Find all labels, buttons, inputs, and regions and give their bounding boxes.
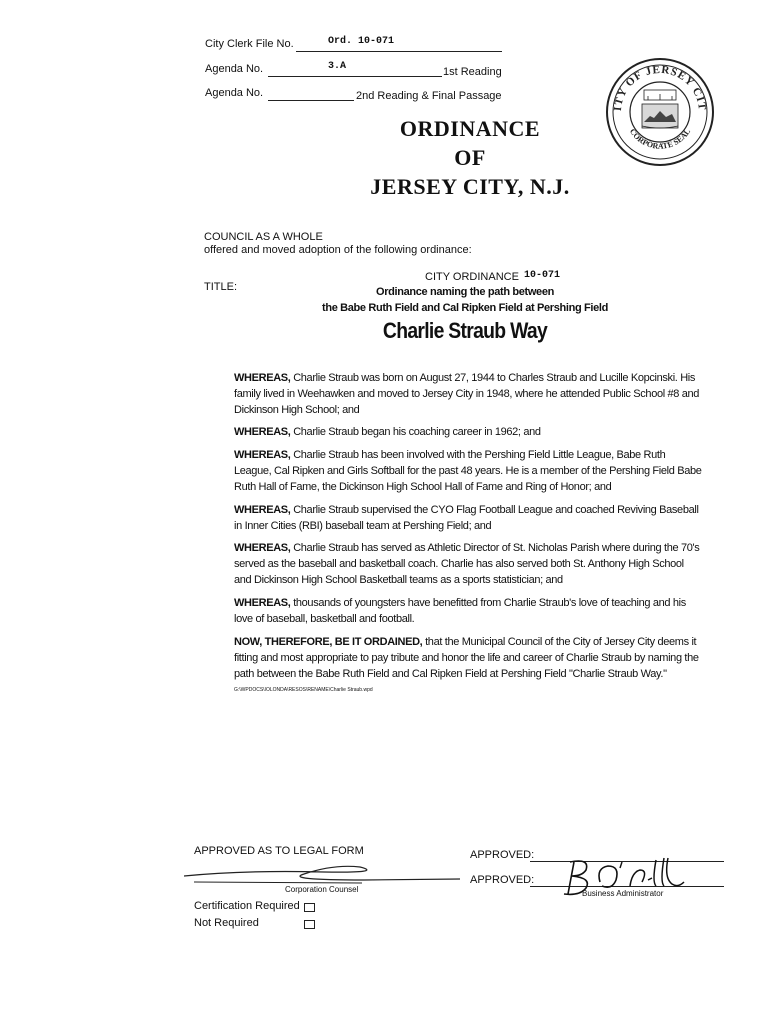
first-reading-label: 1st Reading bbox=[443, 66, 502, 78]
paragraph-text: Charlie Straub has been involved with the Pershing Field Little League, Babe Ruth League, Cal Ripken and Girls Softball for the past 48 years. He is a member of the Pershing Field Babe Ruth Hall of Fame, the Dickinson High School Hall of Fame and Ring of Honor; and bbox=[234, 449, 702, 493]
approved-label-1: APPROVED: bbox=[470, 849, 535, 861]
whereas-paragraph-2 bbox=[234, 424, 702, 440]
agenda-no-2-underline bbox=[268, 100, 354, 101]
paragraph-lead: WHEREAS, bbox=[234, 597, 291, 609]
ordinance-number-value: 10-071 bbox=[524, 270, 561, 281]
ordained-paragraph bbox=[234, 634, 702, 682]
offered-moved-text: offered and moved adoption of the following ordinance: bbox=[204, 244, 472, 256]
file-path: G:\WPDOCS\IOLONDA\RESOS\RENAME\Charlie Straub.wpd bbox=[234, 687, 373, 693]
corporate-seal bbox=[604, 56, 716, 168]
council-as-whole: COUNCIL AS A WHOLE bbox=[204, 231, 323, 243]
second-reading-label: 2nd Reading & Final Passage bbox=[356, 90, 502, 102]
paragraph-lead: WHEREAS, bbox=[234, 504, 291, 516]
certification-required-checkbox[interactable] bbox=[304, 903, 315, 912]
clerk-file-label: City Clerk File No. bbox=[205, 38, 294, 50]
paragraph-text: thousands of youngsters have benefitted from Charlie Straub's love of teaching and his love of baseball, basketball and football. bbox=[234, 597, 686, 625]
agenda-no-underline bbox=[268, 76, 442, 77]
ordinance-number-label: CITY ORDINANCE bbox=[425, 271, 519, 283]
agenda-no-2-label: Agenda No. bbox=[205, 87, 264, 99]
title-jersey-city: JERSEY CITY, N.J. bbox=[370, 174, 570, 199]
svg-text:CITY OF JERSEY CITY bbox=[604, 56, 708, 112]
clerk-file-value: Ord. 10-071 bbox=[328, 36, 395, 47]
paragraph-text: that the Municipal Council of the City of Jersey City deems it fitting and most appropriate to pay tribute and honor the life and career of Charlie Straub by naming the path between the Babe Ruth Field and Cal Ripken Field at Pershing Field "Charlie Straub Way." bbox=[234, 636, 699, 680]
paragraph-text: Charlie Straub has served as Athletic Director of St. Nicholas Parish where during the 70's served as the baseball and basketball coach. Charlie has also served both St. Anthony High School and Dickinson High School Basketball teams as a sports statistician; and bbox=[234, 542, 700, 586]
whereas-paragraph-1 bbox=[234, 370, 702, 418]
approved-label-2: APPROVED: bbox=[470, 874, 535, 886]
paragraph-lead: WHEREAS, bbox=[234, 542, 291, 554]
title-ordinance: ORDINANCE bbox=[399, 116, 541, 141]
not-required-checkbox[interactable] bbox=[304, 920, 315, 929]
whereas-paragraph-5 bbox=[234, 540, 702, 588]
agenda-no-label: Agenda No. bbox=[205, 63, 264, 75]
not-required-label: Not Required bbox=[194, 917, 259, 929]
title-label: TITLE: bbox=[204, 281, 238, 293]
approved-legal-form: APPROVED AS TO LEGAL FORM bbox=[194, 845, 364, 857]
paragraph-lead: WHEREAS, bbox=[234, 372, 291, 384]
administrator-signature bbox=[560, 852, 690, 900]
whereas-paragraph-3 bbox=[234, 447, 702, 495]
paragraph-lead: WHEREAS, bbox=[234, 426, 291, 438]
paragraph-text: Charlie Straub supervised the CYO Flag Football League and coached Reviving Baseball in Inner Cities (RBI) baseball team at Pershing Field; and bbox=[234, 504, 699, 532]
seal-top-text: ITY OF JERSEY CIT bbox=[611, 63, 709, 112]
corporation-counsel-label: Corporation Counsel bbox=[285, 885, 359, 894]
ordinance-subtitle-1: Ordinance naming the path between bbox=[376, 286, 554, 298]
paragraph-lead: WHEREAS, bbox=[234, 449, 291, 461]
clerk-file-underline bbox=[296, 51, 502, 52]
paragraph-text: Charlie Straub was born on August 27, 1944 to Charles Straub and Lucille Kopcinski. His family lived in Weehawken and moved to Jersey City in 1948, where he attended Public School #8 and Dickinson High School; and bbox=[234, 372, 700, 416]
title-of: OF bbox=[454, 145, 486, 170]
paragraph-lead: NOW, THEREFORE, BE IT ORDAINED, bbox=[234, 636, 423, 648]
seal-bottom-text: CORPORATE SEAL bbox=[627, 127, 693, 151]
business-administrator-label: Business Administrator bbox=[582, 889, 664, 898]
whereas-paragraph-4 bbox=[234, 502, 702, 534]
whereas-paragraph-6 bbox=[234, 595, 702, 627]
ordinance-name: Charlie Straub Way bbox=[382, 318, 548, 343]
certification-required-label: Certification Required bbox=[194, 900, 300, 912]
paragraph-text: Charlie Straub began his coaching career in 1962; and bbox=[290, 426, 541, 438]
svg-text:CORPORATE SEAL bbox=[628, 127, 692, 151]
agenda-no-value: 3.A bbox=[328, 61, 347, 72]
ordinance-subtitle-2: the Babe Ruth Field and Cal Ripken Field at Pershing Field bbox=[322, 302, 608, 314]
